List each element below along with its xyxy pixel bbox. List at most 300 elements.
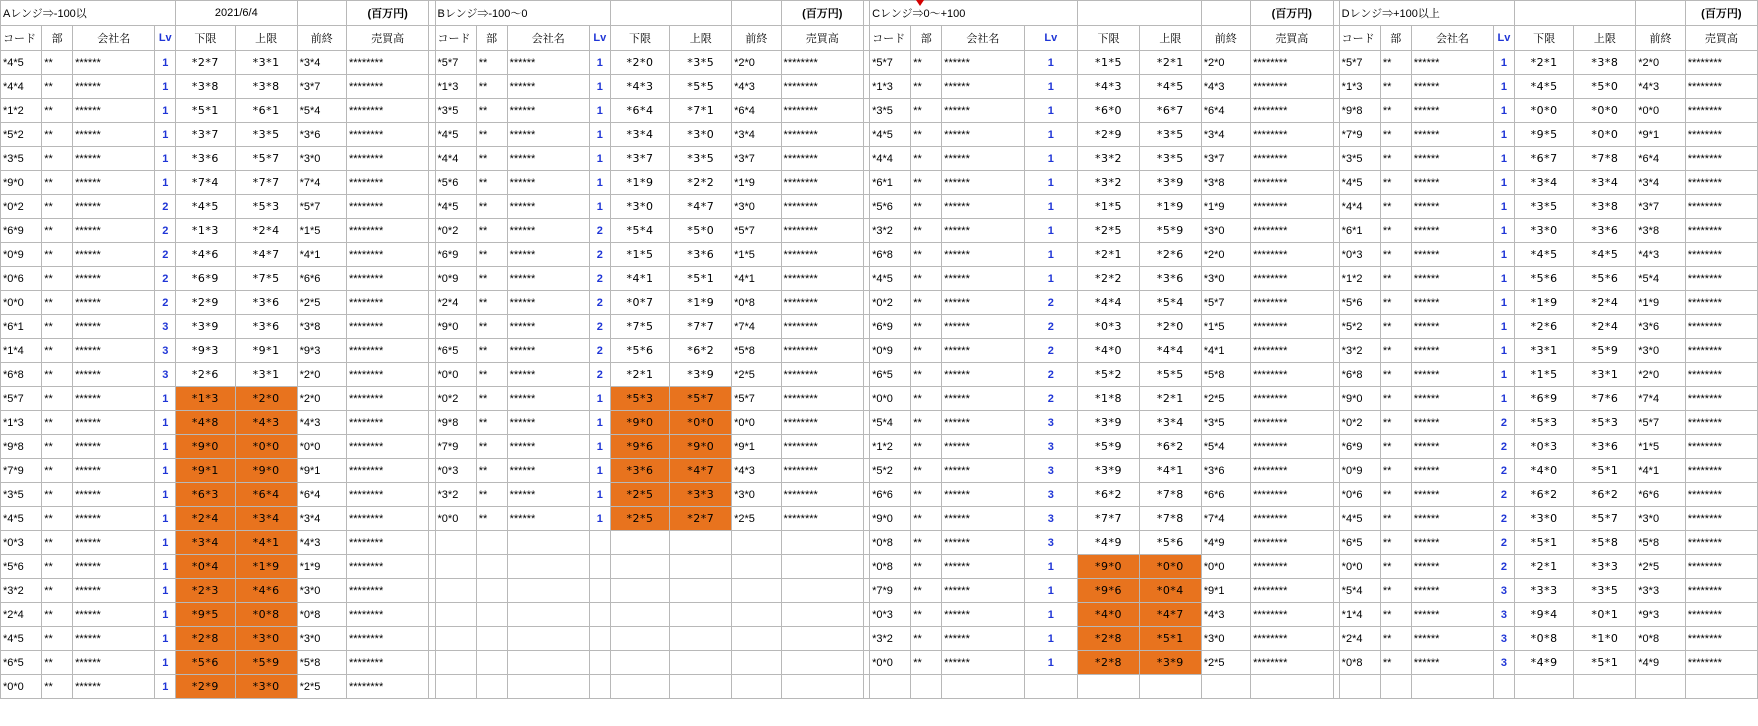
cell-lower[interactable]: *4*9 [1514, 651, 1574, 675]
cell-code[interactable]: *0*0 [435, 363, 476, 387]
cell-prev-close[interactable]: *5*7 [1636, 411, 1685, 435]
cell-upper[interactable]: *5*9 [1574, 339, 1636, 363]
cell-upper[interactable]: *3*0 [670, 123, 732, 147]
empty-cell[interactable] [589, 651, 610, 675]
cell-dept[interactable]: ** [911, 411, 942, 435]
cell-lower[interactable]: *2*6 [1514, 315, 1574, 339]
cell-upper[interactable]: *0*0 [235, 435, 297, 459]
cell-prev-close[interactable]: *3*3 [1636, 579, 1685, 603]
cell-company[interactable]: ****** [1411, 627, 1493, 651]
empty-cell[interactable] [781, 651, 863, 675]
cell-prev-close[interactable]: *0*8 [732, 291, 781, 315]
cell-turnover[interactable]: ******** [1251, 651, 1333, 675]
cell-turnover[interactable]: ******** [346, 555, 428, 579]
empty-cell[interactable] [732, 627, 781, 651]
cell-lower[interactable]: *6*2 [1514, 483, 1574, 507]
cell-upper[interactable]: *3*0 [235, 675, 297, 699]
cell-dept[interactable]: ** [1380, 171, 1411, 195]
cell-turnover[interactable]: ******** [781, 267, 863, 291]
cell-dept[interactable]: ** [476, 483, 507, 507]
cell-code[interactable]: *0*2 [435, 219, 476, 243]
cell-upper[interactable]: *0*8 [235, 603, 297, 627]
cell-company[interactable]: ****** [942, 51, 1024, 75]
cell-code[interactable]: *2*4 [1, 603, 42, 627]
cell-company[interactable]: ****** [942, 603, 1024, 627]
cell-lv[interactable]: 1 [1024, 123, 1078, 147]
cell-upper[interactable]: *7*5 [235, 267, 297, 291]
empty-cell[interactable] [1636, 1, 1685, 26]
cell-upper[interactable]: *9*1 [235, 339, 297, 363]
cell-code[interactable]: *1*3 [1, 411, 42, 435]
cell-lv[interactable]: 1 [1024, 99, 1078, 123]
cell-company[interactable]: ****** [73, 147, 155, 171]
cell-turnover[interactable]: ******** [346, 531, 428, 555]
cell-turnover[interactable]: ******** [346, 651, 428, 675]
cell-dept[interactable]: ** [476, 267, 507, 291]
cell-lv[interactable]: 1 [155, 603, 176, 627]
cell-code[interactable]: *3*5 [435, 99, 476, 123]
cell-lower[interactable]: *2*1 [1078, 243, 1140, 267]
cell-prev-close[interactable]: *3*0 [1201, 627, 1250, 651]
cell-lv[interactable]: 3 [1024, 507, 1078, 531]
cell-lower[interactable]: *1*5 [1078, 195, 1140, 219]
cell-dept[interactable]: ** [42, 651, 73, 675]
cell-dept[interactable]: ** [911, 459, 942, 483]
cell-lv[interactable]: 1 [1024, 219, 1078, 243]
cell-company[interactable]: ****** [507, 507, 589, 531]
cell-lower[interactable]: *1*5 [1514, 363, 1574, 387]
cell-prev-close[interactable]: *6*6 [297, 267, 346, 291]
cell-prev-close[interactable]: *9*1 [1201, 579, 1250, 603]
cell-prev-close[interactable]: *1*5 [297, 219, 346, 243]
cell-turnover[interactable]: ******** [1251, 123, 1333, 147]
cell-upper[interactable]: *3*9 [1139, 171, 1201, 195]
cell-lv[interactable]: 1 [155, 531, 176, 555]
empty-cell[interactable] [732, 531, 781, 555]
col-header-upper[interactable]: 上限 [1139, 26, 1201, 51]
cell-upper[interactable]: *5*6 [1139, 531, 1201, 555]
col-header-lv[interactable]: Lv [1494, 26, 1515, 51]
cell-company[interactable]: ****** [1411, 339, 1493, 363]
empty-cell[interactable] [1380, 675, 1411, 699]
cell-turnover[interactable]: ******** [346, 603, 428, 627]
cell-code[interactable]: *7*9 [435, 435, 476, 459]
cell-company[interactable]: ****** [942, 387, 1024, 411]
cell-code[interactable]: *1*3 [870, 75, 911, 99]
cell-lower[interactable]: *4*3 [1078, 75, 1140, 99]
cell-turnover[interactable]: ******** [781, 435, 863, 459]
cell-lower[interactable]: *6*0 [1078, 99, 1140, 123]
empty-cell[interactable] [1494, 675, 1515, 699]
cell-prev-close[interactable]: *0*0 [297, 435, 346, 459]
cell-lower[interactable]: *1*9 [1514, 291, 1574, 315]
cell-turnover[interactable]: ******** [1251, 75, 1333, 99]
cell-company[interactable]: ****** [73, 123, 155, 147]
cell-lv[interactable]: 1 [1494, 219, 1515, 243]
cell-code[interactable]: *5*6 [1, 555, 42, 579]
cell-dept[interactable]: ** [1380, 435, 1411, 459]
cell-lower[interactable]: *9*0 [1078, 555, 1140, 579]
cell-dept[interactable]: ** [1380, 267, 1411, 291]
cell-lv[interactable]: 1 [1024, 603, 1078, 627]
cell-lower[interactable]: *2*6 [176, 363, 236, 387]
cell-upper[interactable]: *6*7 [1139, 99, 1201, 123]
cell-lower[interactable]: *3*0 [1514, 507, 1574, 531]
cell-code[interactable]: *4*5 [870, 123, 911, 147]
empty-cell[interactable] [589, 531, 610, 555]
cell-lower[interactable]: *2*1 [610, 363, 670, 387]
cell-upper[interactable]: *1*9 [235, 555, 297, 579]
cell-lower[interactable]: *5*4 [610, 219, 670, 243]
cell-dept[interactable]: ** [42, 219, 73, 243]
cell-company[interactable]: ****** [73, 99, 155, 123]
col-header-prev-close[interactable]: 前終 [1636, 26, 1685, 51]
cell-prev-close[interactable]: *6*6 [1636, 483, 1685, 507]
cell-company[interactable]: ****** [1411, 291, 1493, 315]
cell-upper[interactable]: *2*0 [235, 387, 297, 411]
cell-lower[interactable]: *2*9 [1078, 123, 1140, 147]
empty-cell[interactable] [670, 627, 732, 651]
cell-lower[interactable]: *9*1 [176, 459, 236, 483]
cell-company[interactable]: ****** [1411, 603, 1493, 627]
cell-dept[interactable]: ** [42, 339, 73, 363]
cell-company[interactable]: ****** [507, 267, 589, 291]
cell-dept[interactable]: ** [911, 171, 942, 195]
cell-code[interactable]: *9*0 [1339, 387, 1380, 411]
cell-code[interactable]: *3*2 [1, 579, 42, 603]
cell-prev-close[interactable]: *3*0 [1636, 339, 1685, 363]
cell-prev-close[interactable]: *4*1 [1201, 339, 1250, 363]
cell-prev-close[interactable]: *7*4 [297, 171, 346, 195]
cell-turnover[interactable]: ******** [1685, 75, 1757, 99]
cell-lv[interactable]: 1 [1494, 123, 1515, 147]
cell-lower[interactable]: *7*4 [176, 171, 236, 195]
cell-code[interactable]: *9*8 [435, 411, 476, 435]
cell-dept[interactable]: ** [911, 195, 942, 219]
cell-lv[interactable]: 2 [1494, 531, 1515, 555]
empty-cell[interactable] [1201, 1, 1250, 26]
cell-dept[interactable]: ** [911, 555, 942, 579]
cell-company[interactable]: ****** [1411, 555, 1493, 579]
cell-code[interactable]: *5*7 [435, 51, 476, 75]
cell-dept[interactable]: ** [476, 435, 507, 459]
cell-lower[interactable]: *9*5 [176, 603, 236, 627]
cell-prev-close[interactable]: *5*7 [732, 387, 781, 411]
cell-lv[interactable]: 1 [1494, 171, 1515, 195]
cell-prev-close[interactable]: *4*1 [732, 267, 781, 291]
cell-dept[interactable]: ** [911, 603, 942, 627]
cell-code[interactable]: *4*5 [1, 627, 42, 651]
cell-lv[interactable]: 1 [589, 507, 610, 531]
cell-lv[interactable]: 2 [589, 363, 610, 387]
cell-company[interactable]: ****** [507, 339, 589, 363]
cell-code[interactable]: *5*7 [1, 387, 42, 411]
empty-cell[interactable] [476, 555, 507, 579]
cell-lv[interactable]: 1 [155, 555, 176, 579]
cell-code[interactable]: *2*4 [1339, 627, 1380, 651]
cell-prev-close[interactable]: *0*0 [1201, 555, 1250, 579]
cell-turnover[interactable]: ******** [346, 579, 428, 603]
cell-code[interactable]: *9*0 [870, 507, 911, 531]
cell-company[interactable]: ****** [1411, 51, 1493, 75]
cell-dept[interactable]: ** [476, 291, 507, 315]
cell-dept[interactable]: ** [1380, 579, 1411, 603]
cell-lv[interactable]: 1 [589, 459, 610, 483]
cell-upper[interactable]: *2*2 [670, 171, 732, 195]
cell-company[interactable]: ****** [1411, 267, 1493, 291]
cell-company[interactable]: ****** [1411, 531, 1493, 555]
cell-code[interactable]: *6*8 [1, 363, 42, 387]
cell-lv[interactable]: 1 [155, 435, 176, 459]
cell-lv[interactable]: 1 [1494, 51, 1515, 75]
cell-company[interactable]: ****** [73, 435, 155, 459]
col-header-lv[interactable]: Lv [155, 26, 176, 51]
cell-turnover[interactable]: ******** [781, 195, 863, 219]
empty-cell[interactable] [781, 675, 863, 699]
cell-upper[interactable]: *5*7 [670, 387, 732, 411]
cell-code[interactable]: *0*2 [1339, 411, 1380, 435]
cell-upper[interactable]: *4*7 [1139, 603, 1201, 627]
cell-lower[interactable]: *0*8 [1514, 627, 1574, 651]
cell-dept[interactable]: ** [42, 267, 73, 291]
cell-code[interactable]: *1*4 [1, 339, 42, 363]
cell-dept[interactable]: ** [911, 291, 942, 315]
cell-code[interactable]: *5*2 [870, 459, 911, 483]
cell-turnover[interactable]: ******** [1251, 459, 1333, 483]
cell-upper[interactable]: *5*3 [1574, 411, 1636, 435]
cell-company[interactable]: ****** [942, 267, 1024, 291]
empty-cell[interactable] [589, 579, 610, 603]
cell-turnover[interactable]: ******** [346, 219, 428, 243]
cell-dept[interactable]: ** [1380, 123, 1411, 147]
cell-lower[interactable]: *1*5 [610, 243, 670, 267]
cell-prev-close[interactable]: *3*8 [297, 315, 346, 339]
cell-prev-close[interactable]: *3*8 [1636, 219, 1685, 243]
cell-code[interactable]: *6*5 [435, 339, 476, 363]
cell-company[interactable]: ****** [73, 507, 155, 531]
cell-lv[interactable]: 3 [1024, 459, 1078, 483]
cell-turnover[interactable]: ******** [1685, 267, 1757, 291]
cell-lower[interactable]: *9*0 [610, 411, 670, 435]
cell-lower[interactable]: *3*9 [1078, 459, 1140, 483]
col-header-dept[interactable]: 部 [911, 26, 942, 51]
cell-code[interactable]: *1*2 [1, 99, 42, 123]
col-header-upper[interactable]: 上限 [670, 26, 732, 51]
cell-turnover[interactable]: ******** [1685, 99, 1757, 123]
cell-prev-close[interactable]: *1*5 [732, 243, 781, 267]
cell-code[interactable]: *0*8 [870, 555, 911, 579]
col-header-lv[interactable]: Lv [1024, 26, 1078, 51]
cell-prev-close[interactable]: *4*3 [1201, 603, 1250, 627]
cell-upper[interactable]: *6*1 [235, 99, 297, 123]
cell-lv[interactable]: 1 [155, 507, 176, 531]
cell-turnover[interactable]: ******** [781, 99, 863, 123]
cell-lv[interactable]: 1 [155, 75, 176, 99]
cell-upper[interactable]: *5*6 [1574, 267, 1636, 291]
cell-prev-close[interactable]: *2*0 [1201, 51, 1250, 75]
cell-turnover[interactable]: ******** [781, 75, 863, 99]
cell-prev-close[interactable]: *3*0 [1201, 267, 1250, 291]
cell-prev-close[interactable]: *2*5 [297, 675, 346, 699]
cell-code[interactable]: *9*8 [1339, 99, 1380, 123]
cell-turnover[interactable]: ******** [1251, 627, 1333, 651]
cell-prev-close[interactable]: *3*6 [1201, 459, 1250, 483]
cell-code[interactable]: *3*2 [870, 219, 911, 243]
cell-lv[interactable]: 2 [1494, 411, 1515, 435]
cell-code[interactable]: *0*3 [1339, 243, 1380, 267]
cell-upper[interactable]: *1*0 [1574, 627, 1636, 651]
cell-turnover[interactable]: ******** [781, 123, 863, 147]
cell-turnover[interactable]: ******** [1685, 483, 1757, 507]
cell-lower[interactable]: *1*3 [176, 387, 236, 411]
cell-dept[interactable]: ** [42, 483, 73, 507]
col-header-turnover[interactable]: 売買高 [1685, 26, 1757, 51]
empty-cell[interactable] [297, 1, 346, 26]
empty-cell[interactable] [610, 627, 670, 651]
empty-cell[interactable] [507, 603, 589, 627]
cell-lower[interactable]: *4*5 [1514, 75, 1574, 99]
cell-dept[interactable]: ** [42, 459, 73, 483]
cell-company[interactable]: ****** [73, 243, 155, 267]
cell-upper[interactable]: *7*8 [1139, 507, 1201, 531]
cell-lv[interactable]: 2 [589, 219, 610, 243]
cell-turnover[interactable]: ******** [346, 195, 428, 219]
cell-company[interactable]: ****** [1411, 195, 1493, 219]
cell-company[interactable]: ****** [942, 483, 1024, 507]
cell-upper[interactable]: *3*0 [235, 627, 297, 651]
empty-cell[interactable] [476, 579, 507, 603]
cell-upper[interactable]: *0*4 [1139, 579, 1201, 603]
cell-dept[interactable]: ** [42, 531, 73, 555]
cell-turnover[interactable]: ******** [1251, 531, 1333, 555]
cell-company[interactable]: ****** [73, 363, 155, 387]
empty-cell[interactable] [1574, 675, 1636, 699]
cell-upper[interactable]: *0*0 [1574, 99, 1636, 123]
cell-code[interactable]: *0*0 [1, 675, 42, 699]
cell-code[interactable]: *4*4 [435, 147, 476, 171]
cell-upper[interactable]: *0*0 [1139, 555, 1201, 579]
cell-upper[interactable]: *5*5 [670, 75, 732, 99]
cell-turnover[interactable]: ******** [1685, 291, 1757, 315]
cell-company[interactable]: ****** [1411, 315, 1493, 339]
cell-code[interactable]: *0*0 [1, 291, 42, 315]
cell-lv[interactable]: 3 [1494, 651, 1515, 675]
cell-lower[interactable]: *3*4 [176, 531, 236, 555]
cell-upper[interactable]: *5*8 [1574, 531, 1636, 555]
cell-upper[interactable]: *4*1 [235, 531, 297, 555]
cell-lower[interactable]: *3*7 [176, 123, 236, 147]
cell-company[interactable]: ****** [942, 411, 1024, 435]
unit-label[interactable]: (百万円) [346, 1, 428, 26]
cell-turnover[interactable]: ******** [1685, 531, 1757, 555]
cell-prev-close[interactable]: *4*9 [1636, 651, 1685, 675]
col-header-code[interactable]: コード [435, 26, 476, 51]
cell-code[interactable]: *4*5 [1, 51, 42, 75]
cell-prev-close[interactable]: *5*4 [1201, 435, 1250, 459]
cell-lower[interactable]: *2*3 [176, 579, 236, 603]
unit-label[interactable]: (百万円) [1685, 1, 1757, 26]
cell-code[interactable]: *6*5 [1, 651, 42, 675]
cell-lower[interactable]: *4*4 [1078, 291, 1140, 315]
empty-cell[interactable] [507, 627, 589, 651]
cell-lower[interactable]: *3*2 [1078, 171, 1140, 195]
cell-prev-close[interactable]: *9*1 [297, 459, 346, 483]
cell-turnover[interactable]: ******** [1685, 339, 1757, 363]
cell-prev-close[interactable]: *3*4 [297, 507, 346, 531]
cell-lv[interactable]: 1 [155, 147, 176, 171]
cell-turnover[interactable]: ******** [1685, 387, 1757, 411]
cell-lv[interactable]: 1 [1494, 147, 1515, 171]
cell-lv[interactable]: 3 [155, 339, 176, 363]
cell-turnover[interactable]: ******** [1685, 603, 1757, 627]
cell-lv[interactable]: 1 [1024, 147, 1078, 171]
cell-company[interactable]: ****** [507, 51, 589, 75]
col-header-lower[interactable]: 下限 [1078, 26, 1140, 51]
cell-dept[interactable]: ** [42, 315, 73, 339]
cell-company[interactable]: ****** [1411, 147, 1493, 171]
cell-company[interactable]: ****** [1411, 411, 1493, 435]
cell-prev-close[interactable]: *1*9 [732, 171, 781, 195]
cell-prev-close[interactable]: *5*7 [1201, 291, 1250, 315]
cell-turnover[interactable]: ******** [1251, 339, 1333, 363]
cell-code[interactable]: *6*9 [870, 315, 911, 339]
cell-turnover[interactable]: ******** [781, 459, 863, 483]
cell-dept[interactable]: ** [42, 579, 73, 603]
col-header-prev-close[interactable]: 前終 [732, 26, 781, 51]
cell-lower[interactable]: *4*8 [176, 411, 236, 435]
cell-upper[interactable]: *4*5 [1139, 75, 1201, 99]
empty-cell[interactable] [435, 579, 476, 603]
cell-lv[interactable]: 1 [589, 75, 610, 99]
empty-cell[interactable] [507, 651, 589, 675]
empty-cell[interactable] [732, 651, 781, 675]
empty-cell[interactable] [1201, 675, 1250, 699]
empty-cell[interactable] [732, 1, 781, 26]
report-date[interactable]: 2021/6/4 [176, 1, 298, 26]
cell-dept[interactable]: ** [476, 51, 507, 75]
cell-code[interactable]: *5*2 [1339, 315, 1380, 339]
cell-upper[interactable]: *4*1 [1139, 459, 1201, 483]
cell-upper[interactable]: *5*1 [1574, 459, 1636, 483]
cell-dept[interactable]: ** [476, 315, 507, 339]
cell-turnover[interactable]: ******** [781, 507, 863, 531]
cell-turnover[interactable]: ******** [1251, 483, 1333, 507]
cell-dept[interactable]: ** [476, 99, 507, 123]
cell-turnover[interactable]: ******** [346, 627, 428, 651]
cell-lower[interactable]: *9*6 [610, 435, 670, 459]
cell-lower[interactable]: *3*6 [176, 147, 236, 171]
unit-label[interactable]: (百万円) [781, 1, 863, 26]
cell-upper[interactable]: *5*0 [670, 219, 732, 243]
cell-company[interactable]: ****** [942, 171, 1024, 195]
cell-turnover[interactable]: ******** [1685, 195, 1757, 219]
cell-lv[interactable]: 1 [1494, 267, 1515, 291]
cell-dept[interactable]: ** [911, 99, 942, 123]
cell-code[interactable]: *5*7 [870, 51, 911, 75]
cell-lv[interactable]: 2 [1494, 435, 1515, 459]
cell-lv[interactable]: 1 [589, 51, 610, 75]
cell-upper[interactable]: *3*3 [1574, 555, 1636, 579]
cell-company[interactable]: ****** [1411, 123, 1493, 147]
cell-turnover[interactable]: ******** [1251, 99, 1333, 123]
cell-prev-close[interactable]: *5*8 [297, 651, 346, 675]
cell-company[interactable]: ****** [1411, 651, 1493, 675]
cell-lower[interactable]: *2*5 [1078, 219, 1140, 243]
cell-turnover[interactable]: ******** [1251, 363, 1333, 387]
empty-cell[interactable] [507, 555, 589, 579]
cell-dept[interactable]: ** [42, 435, 73, 459]
cell-turnover[interactable]: ******** [1685, 435, 1757, 459]
